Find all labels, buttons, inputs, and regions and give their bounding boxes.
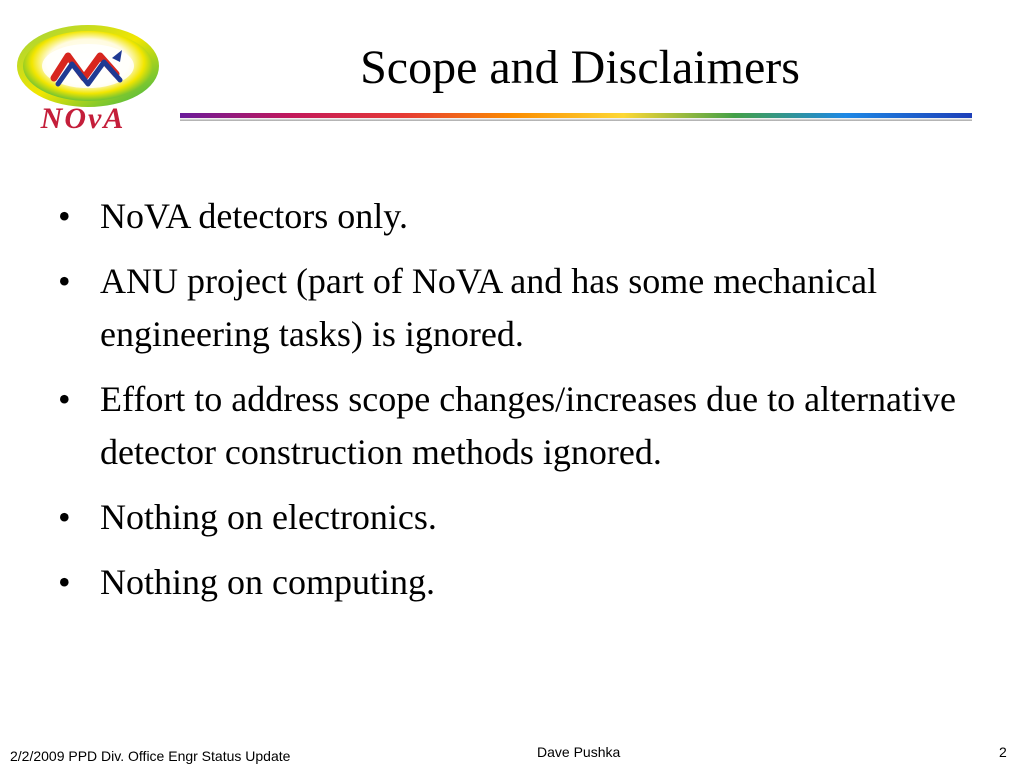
- bullet-dot: •: [58, 379, 71, 419]
- bullet-dot: •: [58, 261, 71, 301]
- bullet-list: [56, 190, 956, 621]
- list-item: [56, 491, 956, 544]
- list-item: [56, 556, 956, 609]
- list-item: [56, 255, 956, 361]
- footer-date-title: 2/2/2009 PPD Div. Office Engr Status Update: [10, 748, 291, 764]
- bullet-text: Effort to address scope changes/increases due to alternative detector construction methods ignored.: [100, 379, 957, 472]
- bullet-dot: •: [58, 196, 71, 236]
- bullet-dot: •: [58, 562, 71, 602]
- slide-title: Scope and Disclaimers: [360, 41, 800, 94]
- bullet-dot: •: [58, 497, 71, 537]
- bullet-text: NoVA detectors only.: [100, 196, 408, 236]
- nova-logo: [4, 22, 162, 132]
- logo-text: NOvA: [40, 102, 126, 132]
- bullet-text: ANU project (part of NoVA and has some mechanical engineering tasks) is ignored.: [100, 261, 878, 354]
- footer-author: Dave Pushka: [537, 744, 621, 760]
- list-item: [56, 373, 956, 479]
- title-divider: [180, 110, 972, 122]
- bullet-text: Nothing on electronics.: [100, 497, 437, 537]
- bullet-text: Nothing on computing.: [100, 562, 435, 602]
- page-number: 2: [999, 744, 1007, 760]
- list-item: [56, 190, 956, 243]
